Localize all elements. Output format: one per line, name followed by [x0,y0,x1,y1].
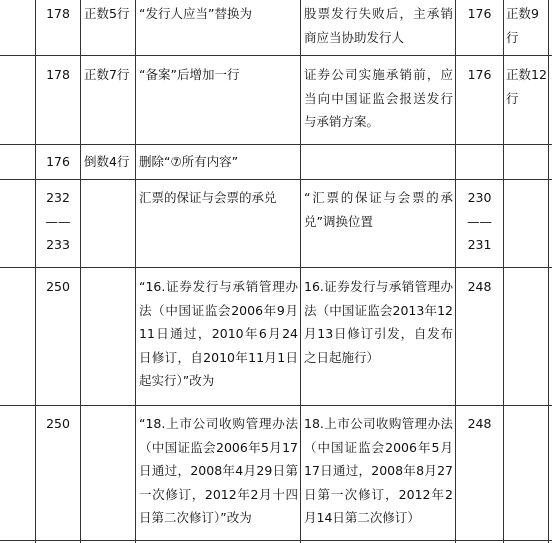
table-cell-new-page: 230——231 [467,190,492,252]
table-cell-page: 178 [46,67,70,82]
row-divider [0,267,552,268]
table-cell-new-location: 正数9行 [506,6,539,45]
table-cell-location: 正数5行 [84,6,130,21]
table-cell-replacement: 18.上市公司收购管理办法（中国证监会2006年5月17日通过，2008年8月27日第一次修订，2012年2月14日第二次修订） [304,416,453,525]
table-cell-new-location: 正数12行 [506,67,547,106]
table-cell-change: 删除“⑦所有内容” [139,154,239,169]
table-cell-change: “16.证券发行与承销管理办法（中国证监会2006年9月11日通过，2010年6月24日修订，自2010年11月1日起实行）”改为 [139,279,298,388]
table-cell-page: 178 [46,6,70,21]
table-cell-change: “发行人应当”替换为 [139,6,252,21]
row-divider [0,405,552,406]
table-cell-new-page: 248 [467,279,492,294]
row-divider [0,179,552,180]
table-cell-page: 250 [46,279,70,294]
table-cell-new-page: 248 [467,416,492,431]
column-divider [548,0,549,543]
table-cell-new-page: 176 [467,6,492,21]
row-divider [0,144,552,145]
row-divider [0,55,552,56]
table-cell-replacement: “汇票的保证与会票的承兑”调换位置 [304,190,453,229]
table-cell-change: “备案”后增加一行 [139,67,240,82]
table-cell-replacement: 股票发行失败后，主承销商应当协助发行人 [304,6,453,45]
table-cell-location: 倒数4行 [84,154,130,169]
table-cell-replacement: 16.证券发行与承销管理办法（中国证监会2013年12月13日修订引发，自发布之日起施行） [304,279,453,365]
table-cell-new-page: 176 [467,67,492,82]
table-cell-change: “18.上市公司收购管理办法（中国证监会2006年5月17日通过，2008年4月29日第一次修订，2012年2月十四日第二次修订）”改为 [139,416,298,525]
row-divider [0,540,552,541]
table-cell-location: 正数7行 [84,67,130,82]
table-cell-page: 250 [46,416,70,431]
table-cell-page: 232——233 [45,190,71,252]
table-cell-page: 176 [46,154,70,169]
table-cell-change: 汇票的保证与会票的承兑 [139,190,277,205]
table-cell-replacement: 证券公司实施承销前，应当向中国证监会报送发行与承销方案。 [304,67,453,129]
